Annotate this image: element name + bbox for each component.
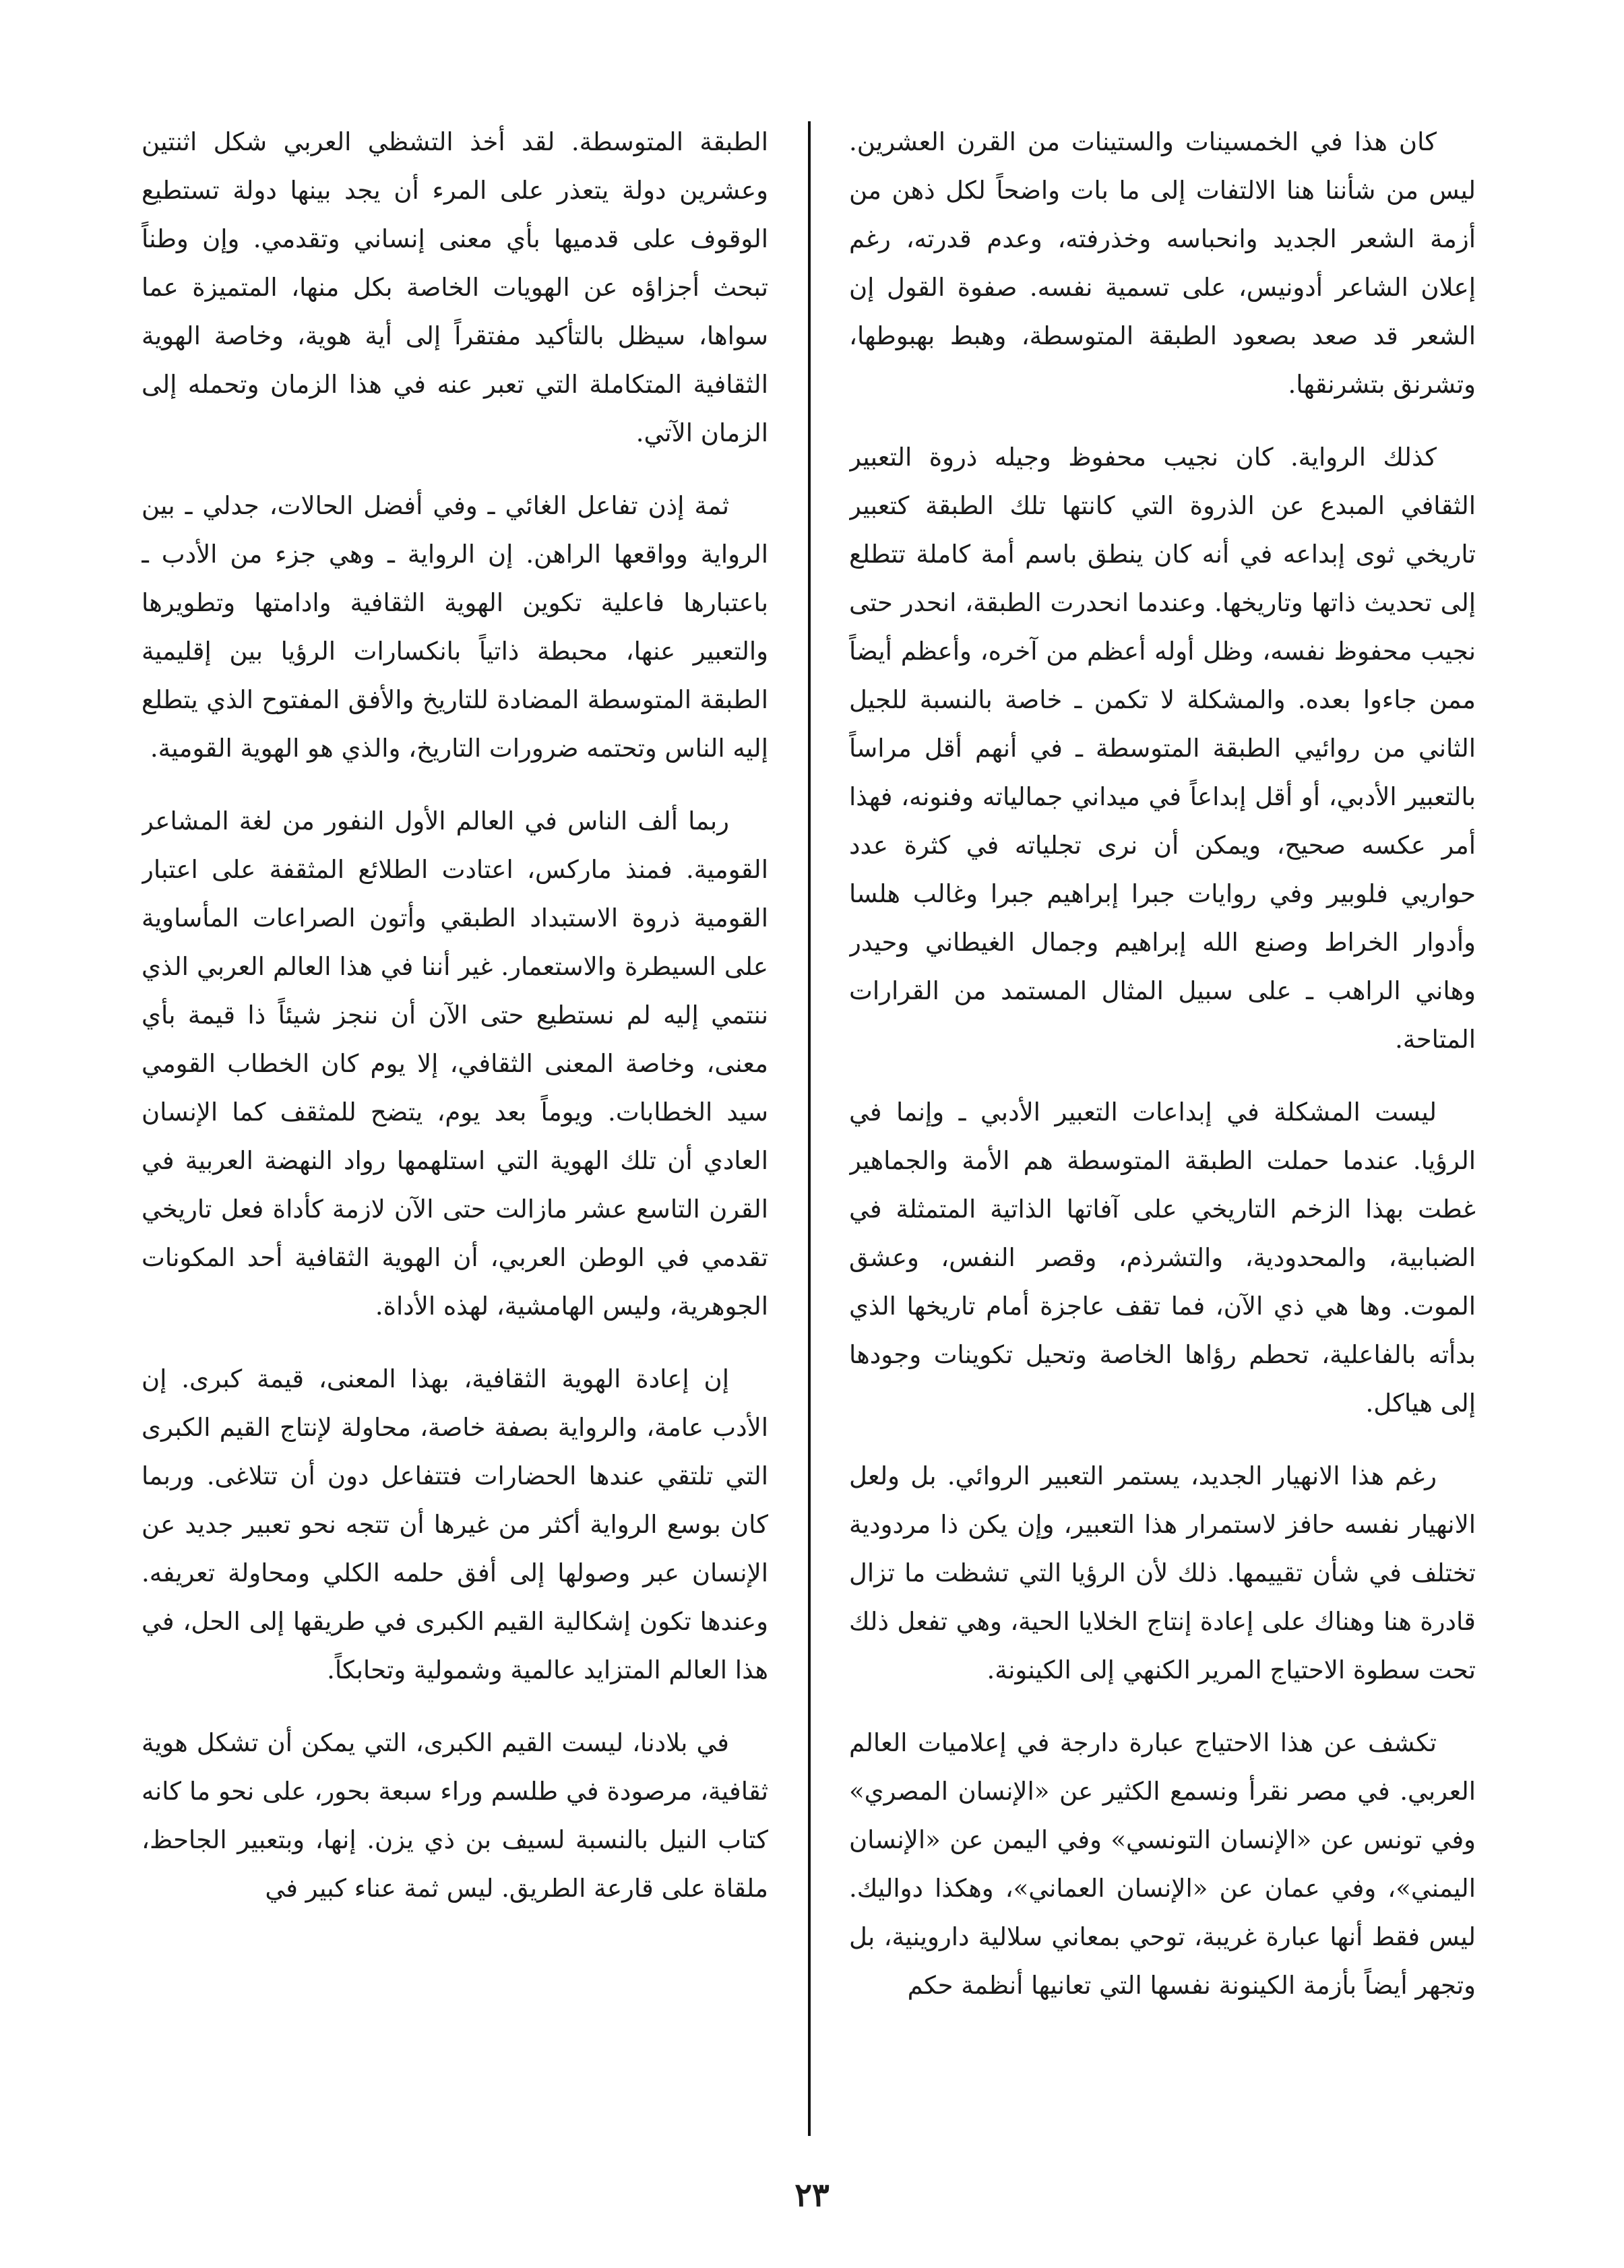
right-text-column (849, 118, 1476, 2146)
paragraph: في بلادنا، ليست القيم الكبرى، التي يمكن أن تشكل هوية ثقافية، مرصودة في طلسم وراء سبعة بحور، على نحو ما كانه كتاب النيل بالنسبة لسيف بن ذي يزن. إنها، وبتعبير الجاحظ، ملقاة على قارعة الطريق. ليس ثمة عناء كبير في (142, 1728, 768, 1903)
paragraph: كذلك الرواية. كان نجيب محفوظ وجيله ذروة التعبير الثقافي المبدع عن الذروة التي كانتها تلك الطبقة كتعبير تاريخي ثوى إبداعه في أنه كان ينطق باسم أمة كاملة تتطلع إلى تحديث ذاتها وتاريخها. وعندما انحدرت الطبقة، انحدر حتى نجيب محفوظ نفسه، وظل أوله أعظم من آخره، وأعظم أيضاً ممن جاءوا بعده. والمشكلة لا تكمن ـ خاصة بالنسبة للجيل الثاني من روائيي الطبقة المتوسطة ـ في أنهم أقل مراساً بالتعبير الأدبي، أو أقل إبداعاً في ميداني جمالياته وفنونه، فهذا أمر عكسه صحيح، ويمكن أن نرى تجلياته في كثرة عدد حواريي فلوبير وفي روايات جبرا إبراهيم جبرا وغالب هلسا وأدوار الخراط وصنع الله إبراهيم وجمال الغيطاني وحيدر وهاني الراهب ـ على سبيل المثال المستمد من القرارات المتاحة. (849, 443, 1476, 1054)
paragraph: ثمة إذن تفاعل الغائي ـ وفي أفضل الحالات، جدلي ـ بين الرواية وواقعها الراهن. إن الرواية ـ وهي جزء من الأدب ـ باعتبارها فاعلية تكوين الهوية الثقافية وادامتها وتطويرها والتعبير عنها، محبطة ذاتياً بانكسارات الرؤيا بين إقليمية الطبقة المتوسطة المضادة للتاريخ والأفق المفتوح الذي يتطلع إليه الناس وتحتمه ضرورات التاريخ، والذي هو الهوية القومية. (142, 491, 768, 763)
paragraph: إن إعادة الهوية الثقافية، بهذا المعنى، قيمة كبرى. إن الأدب عامة، والرواية بصفة خاصة، محاولة لإنتاج القيم الكبرى التي تلتقي عندها الحضارات فتتفاعل دون أن تتلاغى. وربما كان بوسع الرواية أكثر من غيرها أن تتجه نحو تعبير جديد عن الإنسان عبر وصولها إلى أفق حلمه الكلي ومحاولة تعريفه. وعندها تكون إشكالية القيم الكبرى في طريقها إلى الحل، في هذا العالم المتزايد عالمية وشمولية وتحابكاً. (142, 1364, 768, 1684)
column-divider (808, 121, 811, 2136)
paragraph: ليست المشكلة في إبداعات التعبير الأدبي ـ وإنما في الرؤيا. عندما حملت الطبقة المتوسطة هم الأمة والجماهير غطت بهذا الزخم التاريخي على آفاتها الذاتية المتمثلة في الضبابية، والمحدودية، والتشرذم، وقصر النفس، وعشق الموت. وها هي ذي الآن، فما تقف عاجزة أمام تاريخها الذي بدأته بالفاعلية، تحطم رؤاها الخاصة وتحيل تكوينات وجودها إلى هياكل. (849, 1098, 1476, 1418)
page-number: ٢٣ (794, 2176, 830, 2214)
paragraph: ربما ألف الناس في العالم الأول النفور من لغة المشاعر القومية. فمنذ ماركس، اعتادت الطلائع المثقفة على اعتبار القومية ذروة الاستبداد الطبقي وأتون الصراعات المأساوية على السيطرة والاستعمار. غير أننا في هذا العالم العربي الذي ننتمي إليه لم نستطيع حتى الآن أن ننجز شيئاً ذا قيمة بأي معنى، وخاصة المعنى الثقافي، إلا يوم كان الخطاب القومي سيد الخطابات. ويوماً بعد يوم، يتضح للمثقف كما الإنسان العادي أن تلك الهوية التي استلهمها رواد النهضة العربية في القرن التاسع عشر مازالت حتى الآن لازمة كأداة فعل تاريخي تقدمي في الوطن العربي، أن الهوية الثقافية أحد المكونات الجوهرية، وليس الهامشية، لهذه الأداة. (142, 807, 768, 1321)
paragraph: رغم هذا الانهيار الجديد، يستمر التعبير الروائي. بل ولعل الانهيار نفسه حافز لاستمرار هذا التعبير، وإن يكن ذا مردودية تختلف في شأن تقييمها. ذلك لأن الرؤيا التي تشظت ما تزال قادرة هنا وهناك على إعادة إنتاج الخلايا الحية، وهي تفعل ذلك تحت سطوة الاحتياج المرير الكنهي إلى الكينونة. (849, 1461, 1476, 1684)
paragraph: تكشف عن هذا الاحتياج عبارة دارجة في إعلاميات العالم العربي. في مصر نقرأ ونسمع الكثير عن «الإنسان المصري» وفي تونس عن «الإنسان التونسي» وفي اليمن عن «الإنسان اليمني»، وفي عمان عن «الإنسان العماني»، وهكذا دواليك. ليس فقط أنها عبارة غريبة، توحي بمعاني سلالية داروينية، بل وتجهر أيضاً بأزمة الكينونة نفسها التي تعانيها أنظمة حكم (849, 1728, 1476, 2000)
paragraph: كان هذا في الخمسينات والستينات من القرن العشرين. ليس من شأننا هنا الالتفات إلى ما بات واضحاً لكل ذهن من أزمة الشعر الجديد وانحباسه وخذرفته، وعدم قدرته، رغم إعلان الشاعر أدونيس، على تسمية نفسه. صفوة القول إن الشعر قد صعد بصعود الطبقة المتوسطة، وهبط بهبوطها، وتشرنق بتشرنقها. (849, 127, 1476, 399)
left-text-column (142, 118, 768, 2146)
paragraph: الطبقة المتوسطة. لقد أخذ التشظي العربي شكل اثنتين وعشرين دولة يتعذر على المرء أن يجد بينها دولة تستطيع الوقوف على قدميها بأي معنى إنساني وتقدمي. وإن وطناً تبحث أجزاؤه عن الهويات الخاصة بكل منها، المتميزة عما سواها، سيظل بالتأكيد مفتقراً إلى أية هوية، وخاصة الهوية الثقافية المتكاملة التي تعبر عنه في هذا الزمان وتحمله إلى الزمان الآتي. (142, 127, 768, 447)
